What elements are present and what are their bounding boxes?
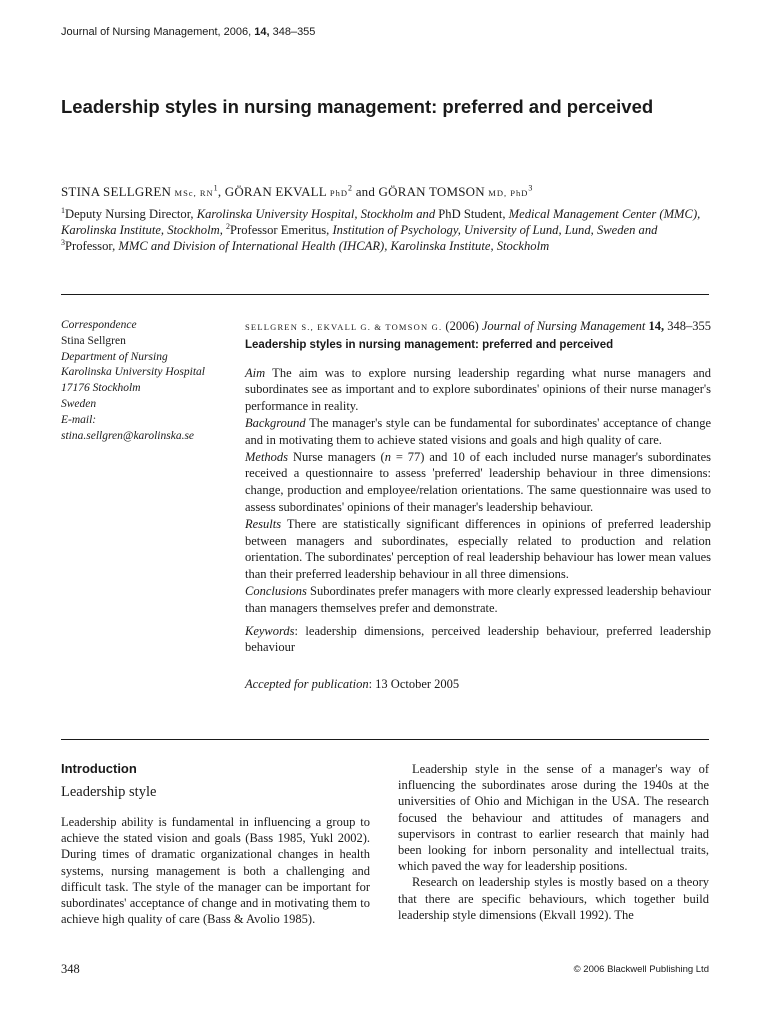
article-title: Leadership styles in nursing management: preferred and perceived bbox=[61, 96, 654, 117]
author-line: STINA SELLGREN MSc, $RN^1$, GÖRAN EKVALL PhD$^2$ and GÖRAN TOMSON MD, PhD$^3$ bbox=[61, 183, 533, 199]
page-number: 348 bbox=[61, 962, 80, 976]
affil-italic: Institution of Psychology, University of Lund, Lund, Sweden and bbox=[332, 223, 658, 237]
affiliations bbox=[61, 206, 711, 254]
affil-text: Professor, bbox=[65, 239, 119, 253]
affil-text: Deputy Nursing Director, bbox=[65, 207, 197, 221]
abstract-results bbox=[245, 516, 711, 583]
journal-pages: 348–355 bbox=[272, 26, 316, 38]
accepted-date bbox=[245, 676, 711, 693]
bottom-divider bbox=[61, 739, 709, 740]
correspondence-postal: 17176 Stockholm bbox=[61, 382, 141, 395]
body-paragraph: Leadership ability is fundamental in influencing a group to achieve the stated vision and goals (Bass 1985, Yukl 2002). During times of dramatic organizational changes in health systems, nursing management is both a challenging and difficult task. The style of the manager can be important for subordinates' acceptance of change and in motivating them to achieve high quality of care (Bass & Avolio 1985). bbox=[61, 815, 370, 927]
accepted-text: : 13 October 2005 bbox=[368, 677, 460, 692]
abstract-sentence: There are statistically significant differences in opinions of preferred leadership between managers and subordinates, especially related to production and relation orientation. The subordinates' perception of real leadership behaviour has lower mean values than their preferred leadership behaviour in all three dimensions. bbox=[245, 516, 711, 582]
correspondence-country: Sweden bbox=[61, 397, 97, 410]
abstract-sentence: Nurse managers ( bbox=[288, 449, 385, 464]
affil-mark: 2 bbox=[226, 221, 230, 231]
correspondence-label: Correspondence bbox=[61, 319, 137, 331]
author-name: STINA SELLGREN bbox=[61, 184, 172, 199]
correspondence-name: Stina Sellgren bbox=[61, 334, 126, 347]
affil-italic: MMC and Division of International Health (IHCAR), Karolinska Institute, Stockholm bbox=[118, 239, 550, 253]
body-paragraph: Research on leadership styles is mostly based on a theory that there are specific behaviours, which together build leadership style dimensions (Ekvall 1992). The bbox=[398, 875, 709, 922]
author-affil-mark: 2 bbox=[348, 183, 353, 193]
abstract-label: Methods bbox=[245, 449, 289, 464]
abstract-sentence: = 77) and 10 of each included nurse manager's subordinates received a questionnaire to assess 'preferred' leadership behaviour in three dimensions: change, production and employee/relation orientations. The same questionnaire was used to assess subordinates' opinions of their manager's leadership behaviour. bbox=[245, 449, 711, 514]
journal-name: Journal of Nursing Management, 2006, bbox=[61, 26, 252, 38]
abstract-methods bbox=[245, 449, 711, 516]
affil-text: Professor Emeritus, bbox=[230, 223, 333, 237]
subsection-heading: Leadership style bbox=[61, 784, 157, 800]
affil-italic: Karolinska University Hospital, Stockholm and bbox=[196, 207, 436, 221]
abstract-label: Results bbox=[245, 516, 282, 531]
abstract-label: Background bbox=[245, 415, 306, 430]
body-column-left bbox=[61, 761, 370, 927]
section-heading: Introduction bbox=[61, 761, 137, 776]
abstract-label: Aim bbox=[245, 365, 266, 380]
correspondence-dept: Department of Nursing bbox=[61, 350, 168, 363]
affil-italic: Medical Management Center (MMC), Karolinska Institute, Stockholm, bbox=[61, 207, 701, 237]
affil-mark: 1 bbox=[61, 205, 65, 215]
author-degree: MSc, RN bbox=[174, 188, 214, 198]
correspondence-hospital: Karolinska University Hospital bbox=[61, 366, 205, 379]
abstract-conclusions bbox=[245, 583, 711, 617]
author-affil-mark: 3 bbox=[528, 183, 533, 193]
keywords-label: Keywords bbox=[245, 623, 295, 638]
correspondence-email-label: E-mail: bbox=[61, 413, 97, 426]
top-divider bbox=[61, 294, 709, 295]
citation-year: (2006) bbox=[445, 319, 479, 333]
abstract-sentence: The manager's style can be fundamental for subordinates' acceptance of change and in motivating them to achieve stated visions and goals and high quality of care. bbox=[245, 415, 711, 447]
body-column-right bbox=[398, 761, 709, 923]
correspondence-email[interactable]: stina.sellgren@karolinska.se bbox=[61, 429, 195, 442]
abstract-n: n bbox=[384, 449, 391, 464]
author-degree: PhD bbox=[329, 188, 349, 198]
affil-text: PhD Student, bbox=[435, 207, 509, 221]
abstract-aim bbox=[245, 365, 711, 415]
accepted-label: Accepted for publication bbox=[245, 677, 369, 692]
citation-volume: 14, bbox=[648, 319, 665, 333]
journal-volume: 14, bbox=[254, 26, 270, 38]
copyright: © 2006 Blackwell Publishing Ltd bbox=[573, 964, 709, 975]
abstract-sentence: The aim was to explore nursing leadership regarding what nurse managers and subordinates see as important and to explore subordinates' opinions of their nurse manager's performance in reality. bbox=[245, 365, 711, 414]
running-head bbox=[61, 26, 315, 38]
correspondence-block bbox=[61, 318, 241, 444]
citation-title: Leadership styles in nursing management: preferred and perceived bbox=[245, 338, 614, 351]
keywords-text: : leadership dimensions, perceived leadership behaviour, preferred leadership behaviour bbox=[245, 623, 711, 655]
body-paragraph: Leadership style in the sense of a manager's way of influencing the subordinates arose during the 1940s at the universities of Ohio and Michigan in the USA. The research focused the behaviour and attitudes of managers and supervisors in contrast to earlier research that mainly had been looking for inborn personality and intellectual traits, which paved the way for leadership positions. bbox=[398, 762, 709, 874]
author-affil-mark: 1 bbox=[213, 183, 218, 193]
author-and: and bbox=[355, 184, 376, 199]
author-degree: MD, PhD bbox=[488, 188, 529, 198]
abstract-text bbox=[245, 365, 711, 693]
keywords bbox=[245, 623, 711, 657]
abstract-background bbox=[245, 415, 711, 449]
citation-authors: SELLGREN S., EKVALL G. & TOMSON G. bbox=[245, 322, 443, 332]
affil-mark: 3 bbox=[61, 237, 65, 247]
abstract-sentence: Subordinates prefer managers with more clearly expressed leadership behaviour than managers themselves prefer and demonstrate. bbox=[245, 583, 711, 615]
citation-journal: Journal of Nursing Management bbox=[481, 319, 646, 333]
citation-pages: 348–355 bbox=[667, 319, 712, 333]
citation-line bbox=[245, 318, 711, 336]
author-name: GÖRAN TOMSON bbox=[378, 184, 485, 199]
abstract-label: Conclusions bbox=[245, 583, 307, 598]
author-name: GÖRAN EKVALL bbox=[224, 184, 327, 199]
abstract-block bbox=[245, 318, 711, 693]
